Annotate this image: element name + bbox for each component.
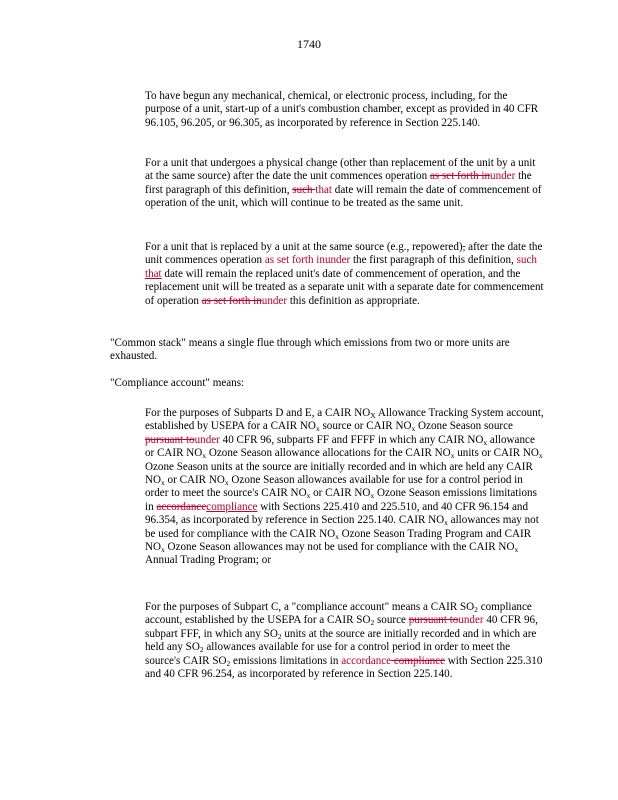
subscript: 2 (277, 631, 282, 641)
inserted-text: under (194, 433, 220, 446)
paragraph-text: For the purposes of Subparts D and E, a CAIR NO (145, 407, 371, 419)
subscript: x (315, 424, 320, 434)
paragraph-text: "Compliance account" means: (110, 377, 245, 389)
paragraph-text: Ozone Season source (415, 420, 513, 433)
subscript: 2 (474, 605, 478, 614)
subscript: x (306, 491, 311, 501)
subscript: 2 (199, 645, 204, 655)
subscript: x (202, 451, 207, 461)
paragraph-text: allowances available for use for a control period in order to meet the source's CAIR SO (145, 641, 511, 667)
paragraph-text: For the purposes of Subpart C, a "compliance account" means a CAIR SO (145, 601, 475, 613)
paragraph-text: Ozone Season allowances may not be used for compliance with the CAIR NO (164, 541, 515, 554)
paragraph-text: or CAIR NO (310, 487, 371, 500)
paragraph-text: Ozone Season units at the source are initially recorded and in which are held any CAIR NO (145, 460, 533, 487)
subscript: 2 (370, 618, 375, 628)
paragraph-text: Ozone Season emissions limitations in (145, 487, 537, 513)
paragraph-text: Ozone Season allowances available for use for a control period in order to meet the source's CAIR NO (145, 474, 523, 500)
paragraph-text: source or CAIR NO (319, 420, 412, 433)
inserted-text: compliance (206, 500, 258, 513)
paragraph-text: with Section 225.310 and 40 CFR 96.254, as incorporated by reference in Section 225.140. (145, 654, 543, 681)
inserted-text: such (516, 254, 537, 267)
paragraph-text: compliance account, established by the USEPA for a CAIR SO (145, 601, 532, 627)
paragraph-text: 40 CFR 96, subparts FF and FFFF in which any CAIR NO (219, 433, 484, 446)
paragraph-text: date will remain the replaced unit's date of commencement of operation, and the replacement unit will be treated as a separate unit with a separate date for commencement of operation (145, 267, 544, 307)
definition-paragraph-commenced-2 (145, 157, 545, 211)
paragraph-text: For a unit that undergoes a physical change (other than replacement of the unit by a unit at the same source) after the date the unit commences operation (145, 157, 536, 183)
paragraph-text: Ozone Season allowance allocations for the CAIR NO (206, 447, 451, 460)
deleted-text: as set forth in (201, 294, 262, 307)
definition-compliance-account-cair-so2 (145, 601, 545, 681)
paragraph-text: Annual Trading Program; or (145, 554, 272, 567)
subscript: x (483, 437, 488, 447)
paragraph-text: this definition as appropriate. (287, 294, 420, 307)
inserted-text: under (324, 254, 351, 267)
paragraph-text: To have begun any mechanical, chemical, or electronic process, including, for the purpose of a unit, start-up of a unit's combustion chamber, except as provided in 40 CFR 96.105, 96.205, or 96.305, as incorporated by reference in Section 225.140. (145, 90, 539, 129)
inserted-text: that (315, 183, 333, 196)
paragraph-text: units or CAIR NO (454, 447, 539, 460)
inserted-text: as set forth in (264, 254, 325, 267)
deleted-text: pursuant to (408, 614, 459, 627)
paragraph-text: or CAIR NO (164, 474, 225, 487)
subscript: X (370, 411, 376, 420)
paragraph-text: source (374, 614, 409, 627)
definition-paragraph-commenced-3 (145, 241, 545, 308)
subscript: x (161, 545, 165, 555)
paragraph-text: For a unit that is replaced by a unit at the same source (e.g., repowered) (145, 241, 463, 253)
definition-compliance-account-heading (110, 377, 540, 390)
paragraph-text: "Common stack" means a single flue through which emissions from two or more units are exhausted. (110, 337, 510, 363)
paragraph-text: Ozone Season Trading Program and CAIR NO (145, 527, 532, 554)
inserted-text: that (145, 267, 162, 280)
paragraph-text: the first paragraph of this definition, (145, 170, 532, 196)
inserted-text: under (490, 170, 516, 183)
subscript: x (335, 531, 339, 541)
subscript: x (450, 451, 455, 461)
subscript: x (224, 478, 229, 488)
deleted-text: such (292, 183, 316, 196)
definition-compliance-account-cair-nox (145, 407, 545, 568)
paragraph-text: date will remain the date of commencement of operation of the unit, which will continue to be treated as the same unit. (145, 183, 542, 210)
subscript: x (514, 545, 519, 555)
deleted-text: compliance (391, 654, 446, 667)
inserted-text: under (458, 614, 484, 627)
paragraph-text: after the date the unit commences operation (145, 241, 543, 267)
page-number: 1740 (297, 37, 321, 51)
paragraph-text: 40 CFR 96, subpart FFF, in which any SO (145, 614, 538, 640)
paragraph-text: with Sections 225.410 and 225.510, and 40 CFR 96.154 and 96.354, as incorporated by reference in Section 225.140. CAIR NO (145, 500, 528, 527)
inserted-text: under (261, 294, 288, 307)
subscript: x (161, 478, 165, 488)
subscript: x (538, 451, 543, 461)
paragraph-text: units at the source are initially recorded and in which are held any SO (145, 627, 537, 654)
paragraph-text: allowances may not be used for compliance with the CAIR NO (145, 514, 539, 540)
deleted-text: , (462, 241, 466, 253)
deleted-text: as set forth in (429, 170, 491, 183)
paragraph-text: allowance or CAIR NO (145, 433, 535, 460)
paragraph-text: Allowance Tracking System account, established by USEPA for a CAIR NO (145, 407, 544, 433)
subscript: 2 (226, 658, 231, 668)
definition-paragraph-commenced-1 (145, 90, 545, 130)
deleted-text: pursuant to (145, 433, 195, 446)
subscript: x (370, 491, 375, 501)
inserted-text: accordance (341, 654, 392, 667)
definition-common-stack (110, 337, 540, 364)
deleted-text: accordance (156, 500, 207, 513)
subscript: x (444, 518, 448, 528)
subscript: x (411, 424, 416, 434)
paragraph-text: the first paragraph of this definition, (350, 254, 517, 267)
paragraph-text: emissions limitations in (230, 654, 342, 667)
